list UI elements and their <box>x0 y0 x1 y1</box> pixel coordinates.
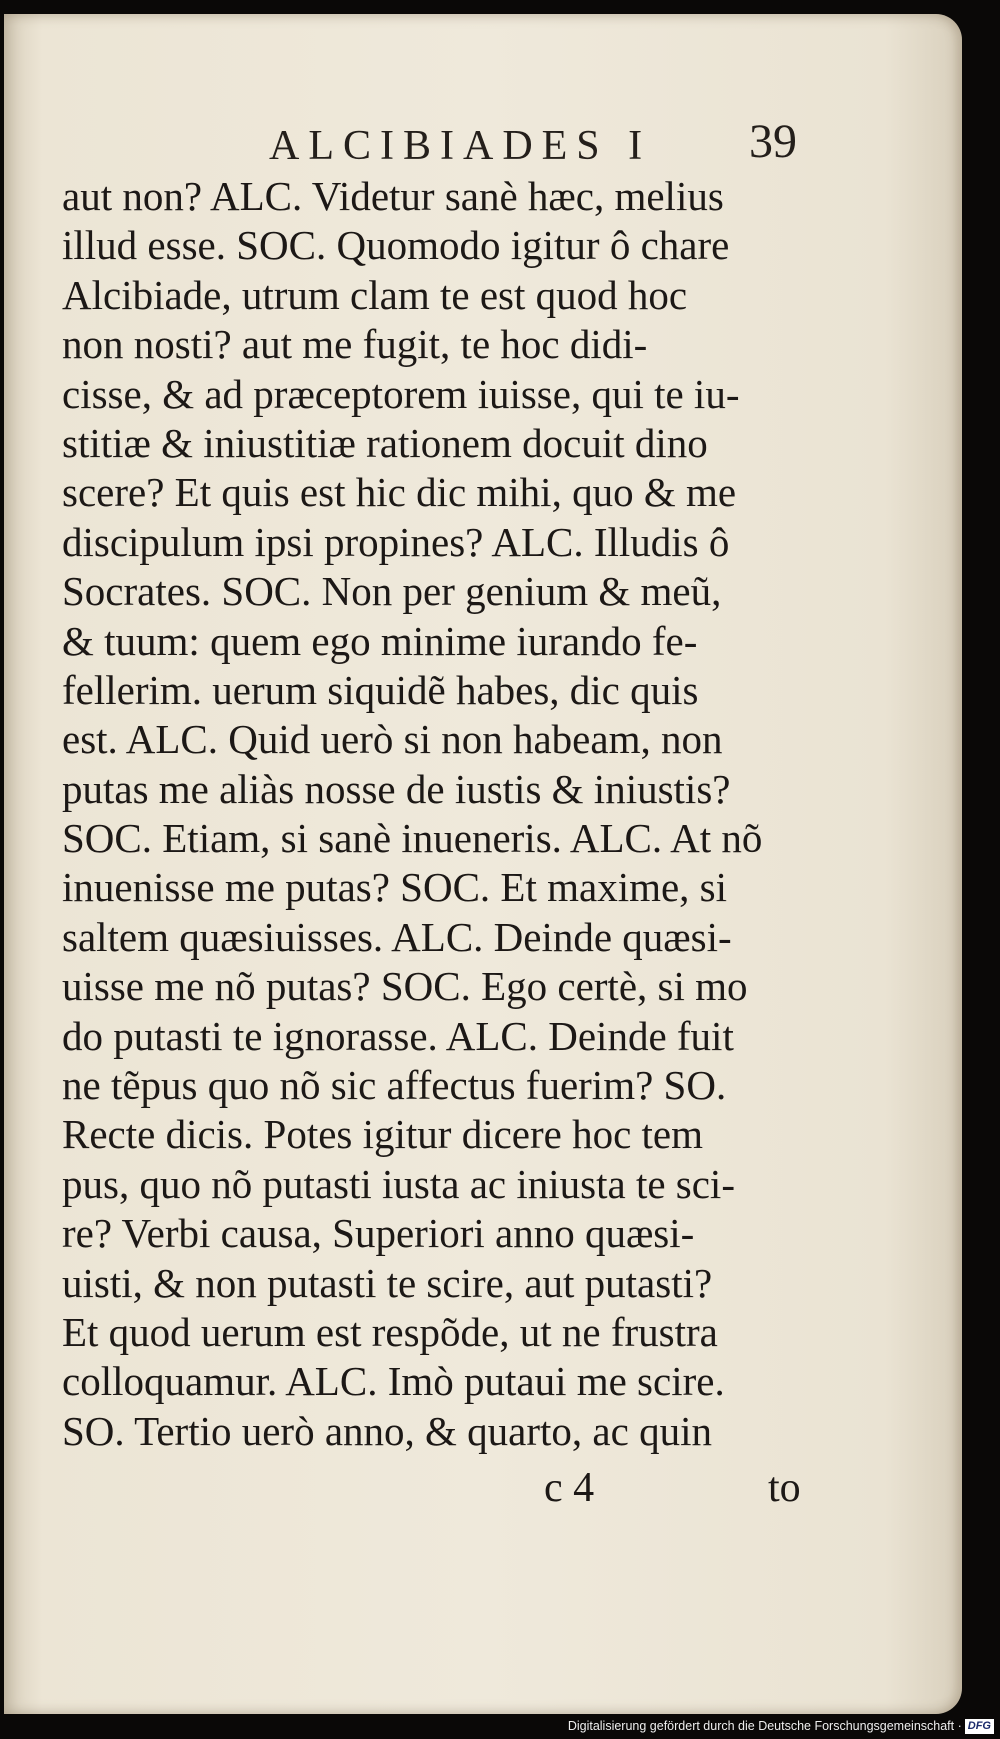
page-number: 39 <box>749 115 797 168</box>
credit-text: Digitalisierung gefördert durch die Deutsche Forschungsgemeinschaft · <box>567 1719 962 1733</box>
text-line: fellerim. uerum siquidẽ habes, dic quis <box>62 666 699 713</box>
text-line: aut non? ALC. Videtur sanè hæc, melius <box>62 173 724 219</box>
text-line: colloquamur. ALC. Imò putaui me scire. <box>62 1358 725 1405</box>
text-line: SOC. Etiam, si sanè inueneris. ALC. At nõ <box>62 815 763 862</box>
text-line: uisti, & non putasti te scire, aut putasti? <box>62 1259 713 1306</box>
dfg-logo: DFG <box>965 1719 994 1734</box>
text-line: Et quod uerum est respõde, ut ne frustra <box>62 1308 718 1355</box>
text-line: SO. Tertio uerò anno, & quarto, ac quin <box>62 1407 712 1454</box>
text-line: Alcibiade, utrum clam te est quod hoc <box>62 271 688 318</box>
text-line: & tuum: quem ego minime iurando fe- <box>62 617 698 664</box>
text-line: discipulum ipsi propines? ALC. Illudis ô <box>62 518 730 565</box>
text-line: stitiæ & iniustitiæ rationem docuit dino <box>62 419 708 466</box>
text-line: re? Verbi causa, Superiori anno quæsi- <box>62 1210 695 1257</box>
text-line: non nosti? aut me fugit, te hoc didi- <box>62 321 648 368</box>
text-line: cisse, & ad præceptorem iuisse, qui te iu- <box>62 370 740 417</box>
text-line: scere? Et quis est hic dic mihi, quo & me <box>62 469 737 516</box>
text-line: inuenisse me putas? SOC. Et maxime, si <box>62 864 728 911</box>
text-line: est. ALC. Quid uerò si non habeam, non <box>62 716 723 763</box>
book-page <box>4 14 962 1714</box>
body-text <box>62 172 822 1456</box>
catchword: to <box>768 1465 801 1511</box>
running-head: ALCIBIADES I <box>269 123 652 169</box>
signature-mark: c 4 <box>544 1465 595 1511</box>
text-line: uisse me nõ putas? SOC. Ego certè, si mo <box>62 963 748 1010</box>
digitization-credit <box>564 1717 996 1736</box>
text-line: saltem quæsiuisses. ALC. Deinde quæsi- <box>62 913 732 960</box>
text-line: illud esse. SOC. Quomodo igitur ô chare <box>62 222 730 269</box>
text-line: ne tẽpus quo nõ sic affectus fuerim? SO. <box>62 1062 727 1109</box>
text-line: Recte dicis. Potes igitur dicere hoc tem <box>62 1111 704 1158</box>
text-line: putas me aliàs nosse de iustis & iniustis? <box>62 765 731 812</box>
text-line: Socrates. SOC. Non per genium & meũ, <box>62 568 722 615</box>
page-footer <box>4 1464 962 1524</box>
text-line: do putasti te ignorasse. ALC. Deinde fuit <box>62 1012 734 1059</box>
text-line: pus, quo nõ putasti iusta ac iniusta te sci- <box>62 1160 735 1207</box>
